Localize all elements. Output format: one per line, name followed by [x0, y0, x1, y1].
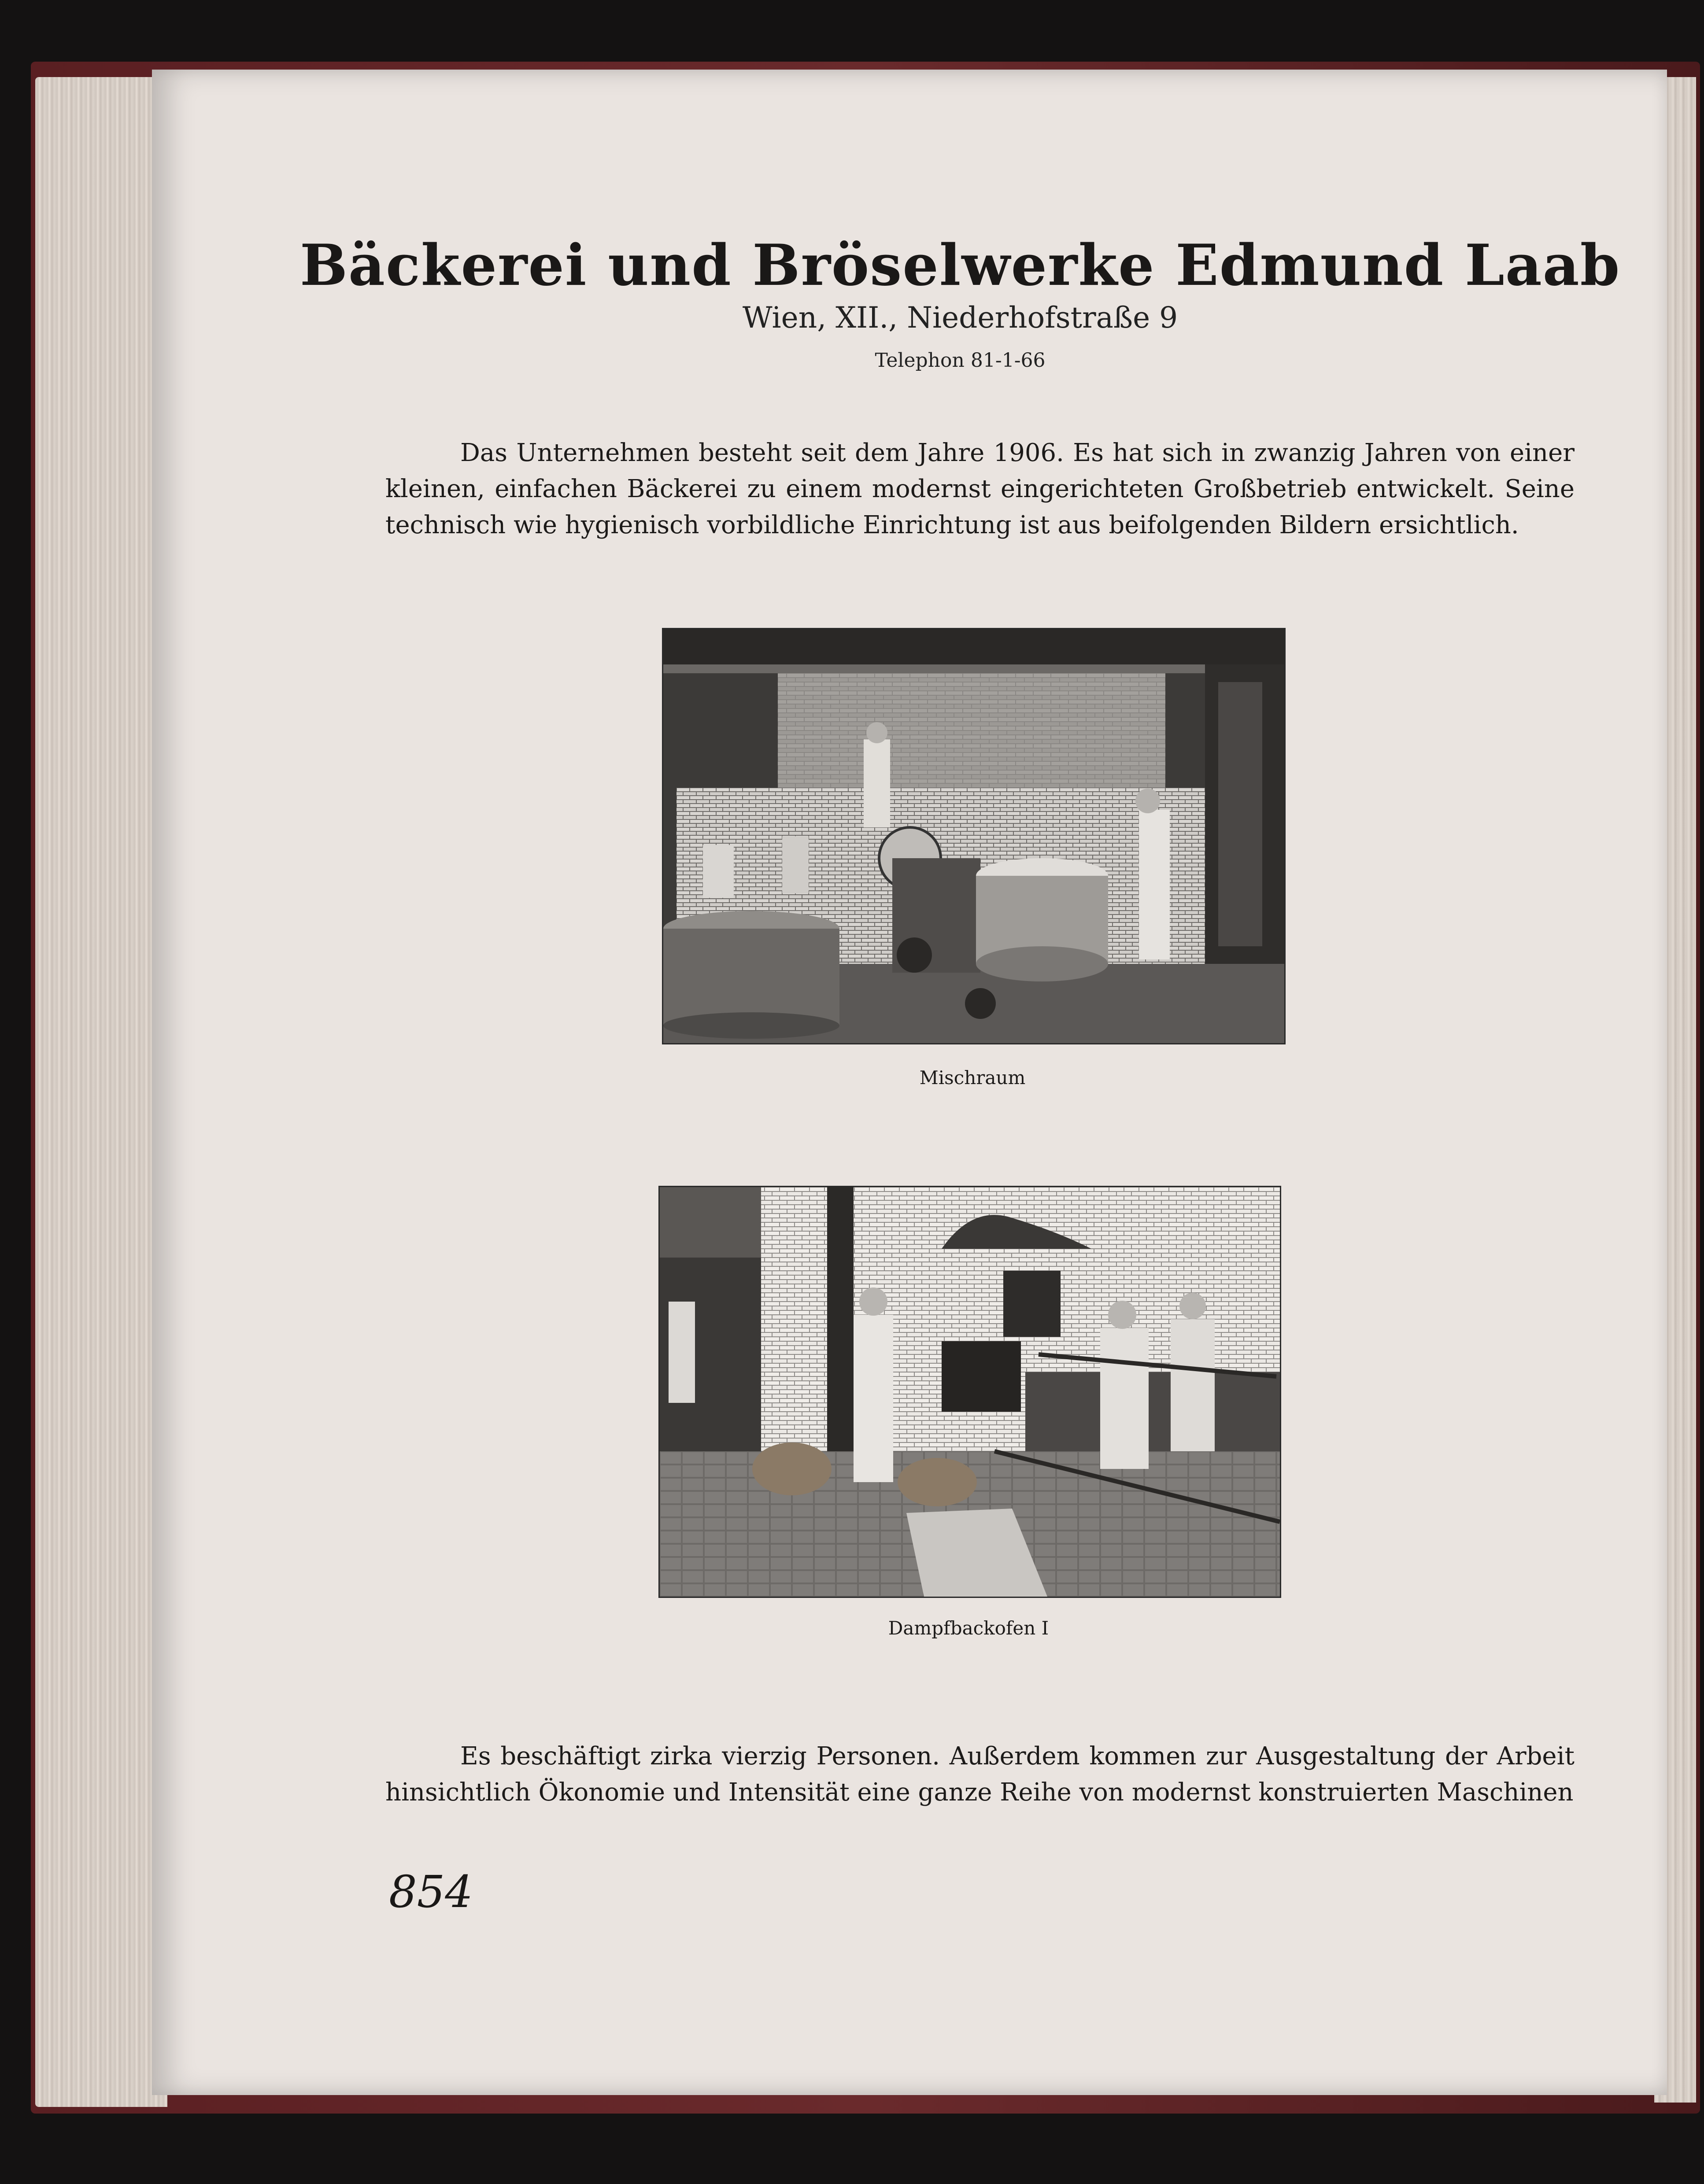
- company-address: Wien, XII., Niederhofstraße 9: [742, 301, 1178, 335]
- steam-oven-image: [660, 1187, 1280, 1597]
- second-paragraph: Es beschäftigt zirka vierzig Personen. Außerdem kommen zur Ausgestaltung der Arbeit hinsichtlich Ökonomie und Intensität eine ganze Reihe von modernst konstruierten Maschinen: [385, 1742, 1575, 1807]
- page-number: 854: [389, 1866, 473, 1918]
- intro-paragraph: Das Unternehmen besteht seit dem Jahre 1906. Es hat sich in zwanzig Jahren von einer kleinen, einfachen Bäckerei zu einem modernst eingerichteten Großbetrieb entwickelt. Seine technisch wie hygienisch vorbildliche Einrichtung ist aus beifolgenden Bildern ersichtlich.: [385, 439, 1575, 539]
- page-title: Bäckerei und Bröselwerke Edmund Laab: [299, 232, 1621, 299]
- page-edges-left: [35, 77, 167, 2107]
- book-page: [152, 70, 1667, 2095]
- photo-steam-oven: [658, 1186, 1281, 1598]
- photo-mixing-room: [662, 628, 1286, 1044]
- company-phone: Telephon 81-1-66: [875, 349, 1046, 372]
- figure-caption-mischraum: Mischraum: [919, 1067, 1026, 1088]
- figure-caption-dampfbackofen: Dampfbackofen I: [888, 1617, 1049, 1639]
- mixing-room-image: [663, 629, 1284, 1043]
